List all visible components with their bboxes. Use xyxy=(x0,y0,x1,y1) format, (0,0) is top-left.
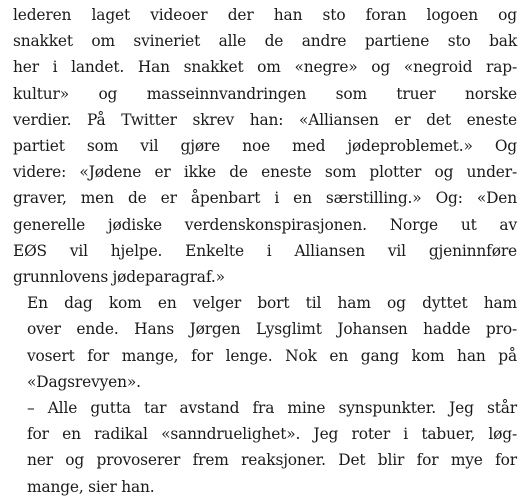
article-line: – Alle gutta tar avstand fra mine synspunkter. Jeg står xyxy=(27,399,517,418)
article-line: graver, men de er åpenbart i en særstilling.» Og: «Den xyxy=(13,189,517,208)
article-line: for en radikal «sanndruelighet». Jeg roter i tabuer, løg- xyxy=(27,425,517,444)
article-line: mange, sier han. xyxy=(27,477,155,496)
article-line: her i landet. Han snakket om «negre» og «negroid rap- xyxy=(13,58,517,77)
article-line: ner og provoserer frem reaksjoner. Det blir for mye for xyxy=(27,451,517,470)
article-line: EØS vil hjelpe. Enkelte i Alliansen vil gjeninnføre xyxy=(13,241,517,260)
article-line: partiet som vil gjøre noe med jødeproblemet.» Og xyxy=(13,137,517,156)
article-paragraph xyxy=(13,290,517,395)
article-line: kultur» og masseinnvandringen som truer norske xyxy=(13,84,517,103)
article-paragraph xyxy=(13,395,517,500)
article-line: grunnlovens jødeparagraf.» xyxy=(13,268,225,287)
article-line: videre: «Jødene er ikke de eneste som plotter og under- xyxy=(13,163,517,182)
article-line: «Dagsrevyen». xyxy=(27,372,141,391)
article-text-column xyxy=(13,2,517,500)
article-line: over ende. Hans Jørgen Lysglimt Johansen hadde pro- xyxy=(27,320,517,339)
article-line: generelle jødiske verdenskonspirasjonen. Norge ut av xyxy=(13,215,517,234)
article-paragraph xyxy=(13,2,517,290)
article-line: En dag kom en velger bort til ham og dyttet ham xyxy=(27,294,517,313)
article-line: vosert for mange, for lenge. Nok en gang kom han på xyxy=(27,346,517,365)
article-line: snakket om svineriet alle de andre partiene sto bak xyxy=(13,32,517,51)
article-line: verdier. På Twitter skrev han: «Alliansen er det eneste xyxy=(13,110,517,129)
article-line: lederen laget videoer der han sto foran logoen og xyxy=(13,6,517,24)
